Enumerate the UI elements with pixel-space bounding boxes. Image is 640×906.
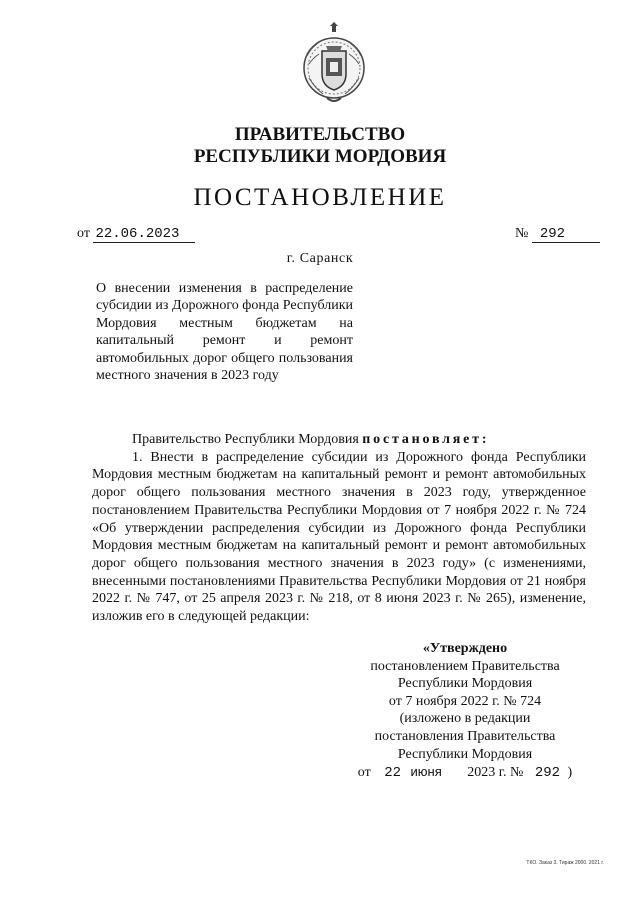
- approval-line-6: Республики Мордовия: [397, 746, 533, 762]
- approval-year-number: 2023 г. №: [467, 765, 524, 781]
- approval-line-5: постановления Правительства: [374, 728, 556, 744]
- coat-of-arms-emblem: [297, 18, 371, 114]
- item-1-paragraph: 1. Внести в распределение субсидии из Дорожного фонда Республики Мордовия местным бюджетам на капитальный ремонт и ремонт автомобильных дорог общего пользования местного значения в 2023 году, утвержденное постановлением Правительства Республики Мордовия от 7 ноября 2022 г. № 724 «Об утверждении распределения субсидии из Дорожного фонда Республики Мордовия местным бюджетам на капитальный ремонт и ремонт автомобильных дорог общего пользования местного значения в 2023 году» (с изменениями, внесенными постановлениями Правительства Республики Мордовия от 21 ноября 2022 г. № 747, от 25 апреля 2023 г. № 218, от 8 июня 2023 г. № 265), изменение, изложив его в следующей редакции:: [92, 449, 586, 625]
- date-prefix: от: [77, 226, 90, 241]
- approval-block: [340, 640, 590, 783]
- document-date: 22.06.2023: [93, 226, 195, 243]
- approval-date-prefix: от: [357, 765, 371, 781]
- approval-number: 292: [534, 765, 561, 782]
- approval-line-2: Республики Мордовия: [397, 676, 533, 692]
- document-number: 292: [532, 226, 600, 243]
- number-prefix: №: [515, 226, 529, 241]
- approval-line-3: от 7 ноября 2022 г. № 724: [388, 693, 542, 709]
- approval-heading: «Утверждено: [422, 641, 508, 656]
- document-date-line: [77, 226, 195, 243]
- document-type-title: ПОСТАНОВЛЕНИЕ: [193, 184, 447, 211]
- approval-line-1: постановлением Правительства: [370, 658, 560, 674]
- approval-day: 22: [384, 765, 402, 782]
- intro-paragraph: [92, 431, 586, 449]
- government-title-line2: РЕСПУБЛИКИ МОРДОВИЯ: [193, 146, 447, 167]
- document-subject: О внесении изменения в распределение субсидии из Дорожного фонда Республики Мордовия местным бюджетам на капитальный ремонт и ремонт автомобильных дорог общего пользования местного значения в 2023 году: [96, 281, 353, 384]
- city-label: г. Саранск: [286, 251, 354, 266]
- approval-date-row: [340, 763, 590, 783]
- print-info-footer: ТКО. Заказ 3. Тираж 2000. 2021 г.: [526, 860, 604, 866]
- approval-close-paren: ): [567, 765, 573, 781]
- intro-text: Правительство Республики Мордовия: [132, 432, 363, 447]
- document-body: [92, 431, 586, 626]
- resolves-word: постановляет:: [362, 432, 490, 447]
- document-number-line: [515, 226, 600, 243]
- approval-line-4: (изложено в редакции: [399, 711, 531, 727]
- government-title-line1: ПРАВИТЕЛЬСТВО: [234, 124, 406, 145]
- approval-month: июня: [410, 764, 442, 780]
